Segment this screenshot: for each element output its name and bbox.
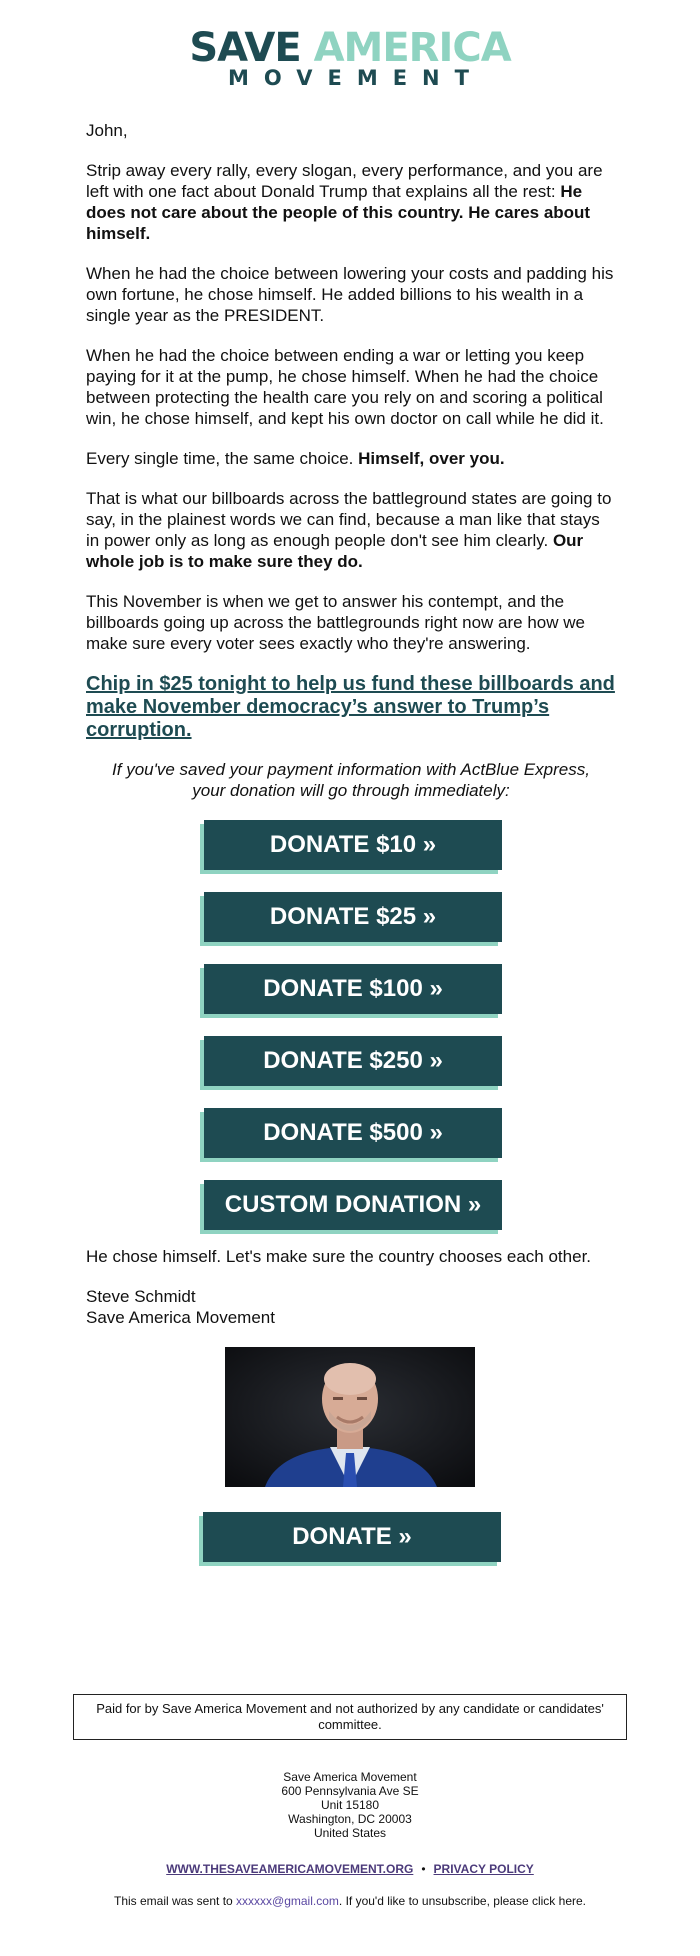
paragraph-5 xyxy=(86,488,616,572)
paragraph-4-bold: Himself, over you. xyxy=(358,449,505,468)
logo-movement-text: MOVEMENT xyxy=(228,66,484,90)
chip-in-link[interactable]: Chip in $25 tonight to help us fund these billboards and make November democracy’s answer to Trump’s corruption. xyxy=(86,673,615,741)
photo-container xyxy=(0,1347,700,1492)
signer-name: Steve Schmidt xyxy=(86,1287,196,1306)
paragraph-3: When he had the choice between ending a war or letting you keep paying for it at the pump, he chose himself. When he had the choice between protecting the health care you rely on and scoring a political win, he chose himself, and kept his own doctor on call while he did it. xyxy=(86,346,604,428)
donate-250-button[interactable]: DONATE $250 » xyxy=(204,1036,502,1086)
address-line: 600 Pennsylvania Ave SE xyxy=(281,1784,419,1798)
address-line: Unit 15180 xyxy=(320,1798,380,1812)
custom-donation-button[interactable]: CUSTOM DONATION » xyxy=(204,1180,502,1230)
portrait-illustration xyxy=(225,1347,475,1487)
donate-100-button[interactable]: DONATE $100 » xyxy=(204,964,502,1014)
actblue-note: If you've saved your payment information with ActBlue Express, your donation will go through immediately: xyxy=(112,760,590,800)
logo xyxy=(0,0,700,92)
final-donate-wrap xyxy=(0,1512,700,1584)
paragraph-4 xyxy=(86,448,616,469)
privacy-policy-link[interactable]: PRIVACY POLICY xyxy=(433,1862,534,1876)
donate-button[interactable]: DONATE » xyxy=(203,1512,501,1562)
paragraph-1-bold: He does not care about the people of this country. He cares about himself. xyxy=(86,182,591,243)
logo-save-text: SAVE xyxy=(189,25,301,71)
logo-wordmark xyxy=(0,26,700,70)
unsubscribe-text[interactable]: . If you'd like to unsubscribe, please click here. xyxy=(338,1894,586,1908)
paid-for-disclaimer: Paid for by Save America Movement and not authorized by any candidate or candidates' committee. xyxy=(73,1694,627,1740)
link-separator: • xyxy=(421,1862,426,1876)
footer-links xyxy=(0,1862,700,1876)
donate-25-button[interactable]: DONATE $25 » xyxy=(204,892,502,942)
paragraph-1-text: Strip away every rally, every slogan, every performance, and you are left with one fact about Donald Trump that explains all the rest: xyxy=(86,161,603,201)
message-content xyxy=(0,120,700,1328)
paragraph-2: When he had the choice between lowering your costs and padding his own fortune, he chose himself. He added billions to his wealth in a single year as the PRESIDENT. xyxy=(86,264,614,325)
signature-block xyxy=(86,1246,616,1328)
donate-500-button[interactable]: DONATE $500 » xyxy=(204,1108,502,1158)
spacer xyxy=(0,1584,700,1694)
paragraph-6: This November is when we get to answer his contempt, and the billboards going up across the battlegrounds right now are how we make sure every voter sees exactly who they're answering. xyxy=(86,592,585,653)
paragraph-5-text: That is what our billboards across the battleground states are going to say, in the plainest words we can find, because a man like that stays in power only as long as enough people don't see him clearly. xyxy=(86,489,612,550)
donate-button-group xyxy=(86,820,616,1252)
address-line: Save America Movement xyxy=(283,1770,417,1784)
address-line: United States xyxy=(313,1826,387,1840)
greeting: John, xyxy=(86,121,128,140)
donate-10-button[interactable]: DONATE $10 » xyxy=(204,820,502,870)
mailing-address xyxy=(0,1770,700,1840)
logo-america-text: AMERICA xyxy=(313,25,511,71)
paragraph-5-bold: Our whole job is to make sure they do. xyxy=(86,531,584,571)
sent-prefix: This email was sent to xyxy=(113,1894,237,1908)
signer-portrait-image xyxy=(225,1347,475,1487)
closing-line: He chose himself. Let's make sure the country chooses each other. xyxy=(86,1247,592,1266)
footer xyxy=(0,1694,700,1908)
address-line: Washington, DC 20003 xyxy=(288,1812,412,1826)
unsubscribe-notice xyxy=(0,1894,700,1908)
website-link[interactable]: WWW.THESAVEAMERICAMOVEMENT.ORG xyxy=(166,1862,414,1876)
paragraph-4-text: Every single time, the same choice. xyxy=(86,449,359,468)
signer-org: Save America Movement xyxy=(86,1308,275,1327)
signature xyxy=(86,1286,616,1328)
recipient-email: xxxxxx@gmail.com xyxy=(236,1894,339,1908)
paragraph-1 xyxy=(86,160,616,244)
